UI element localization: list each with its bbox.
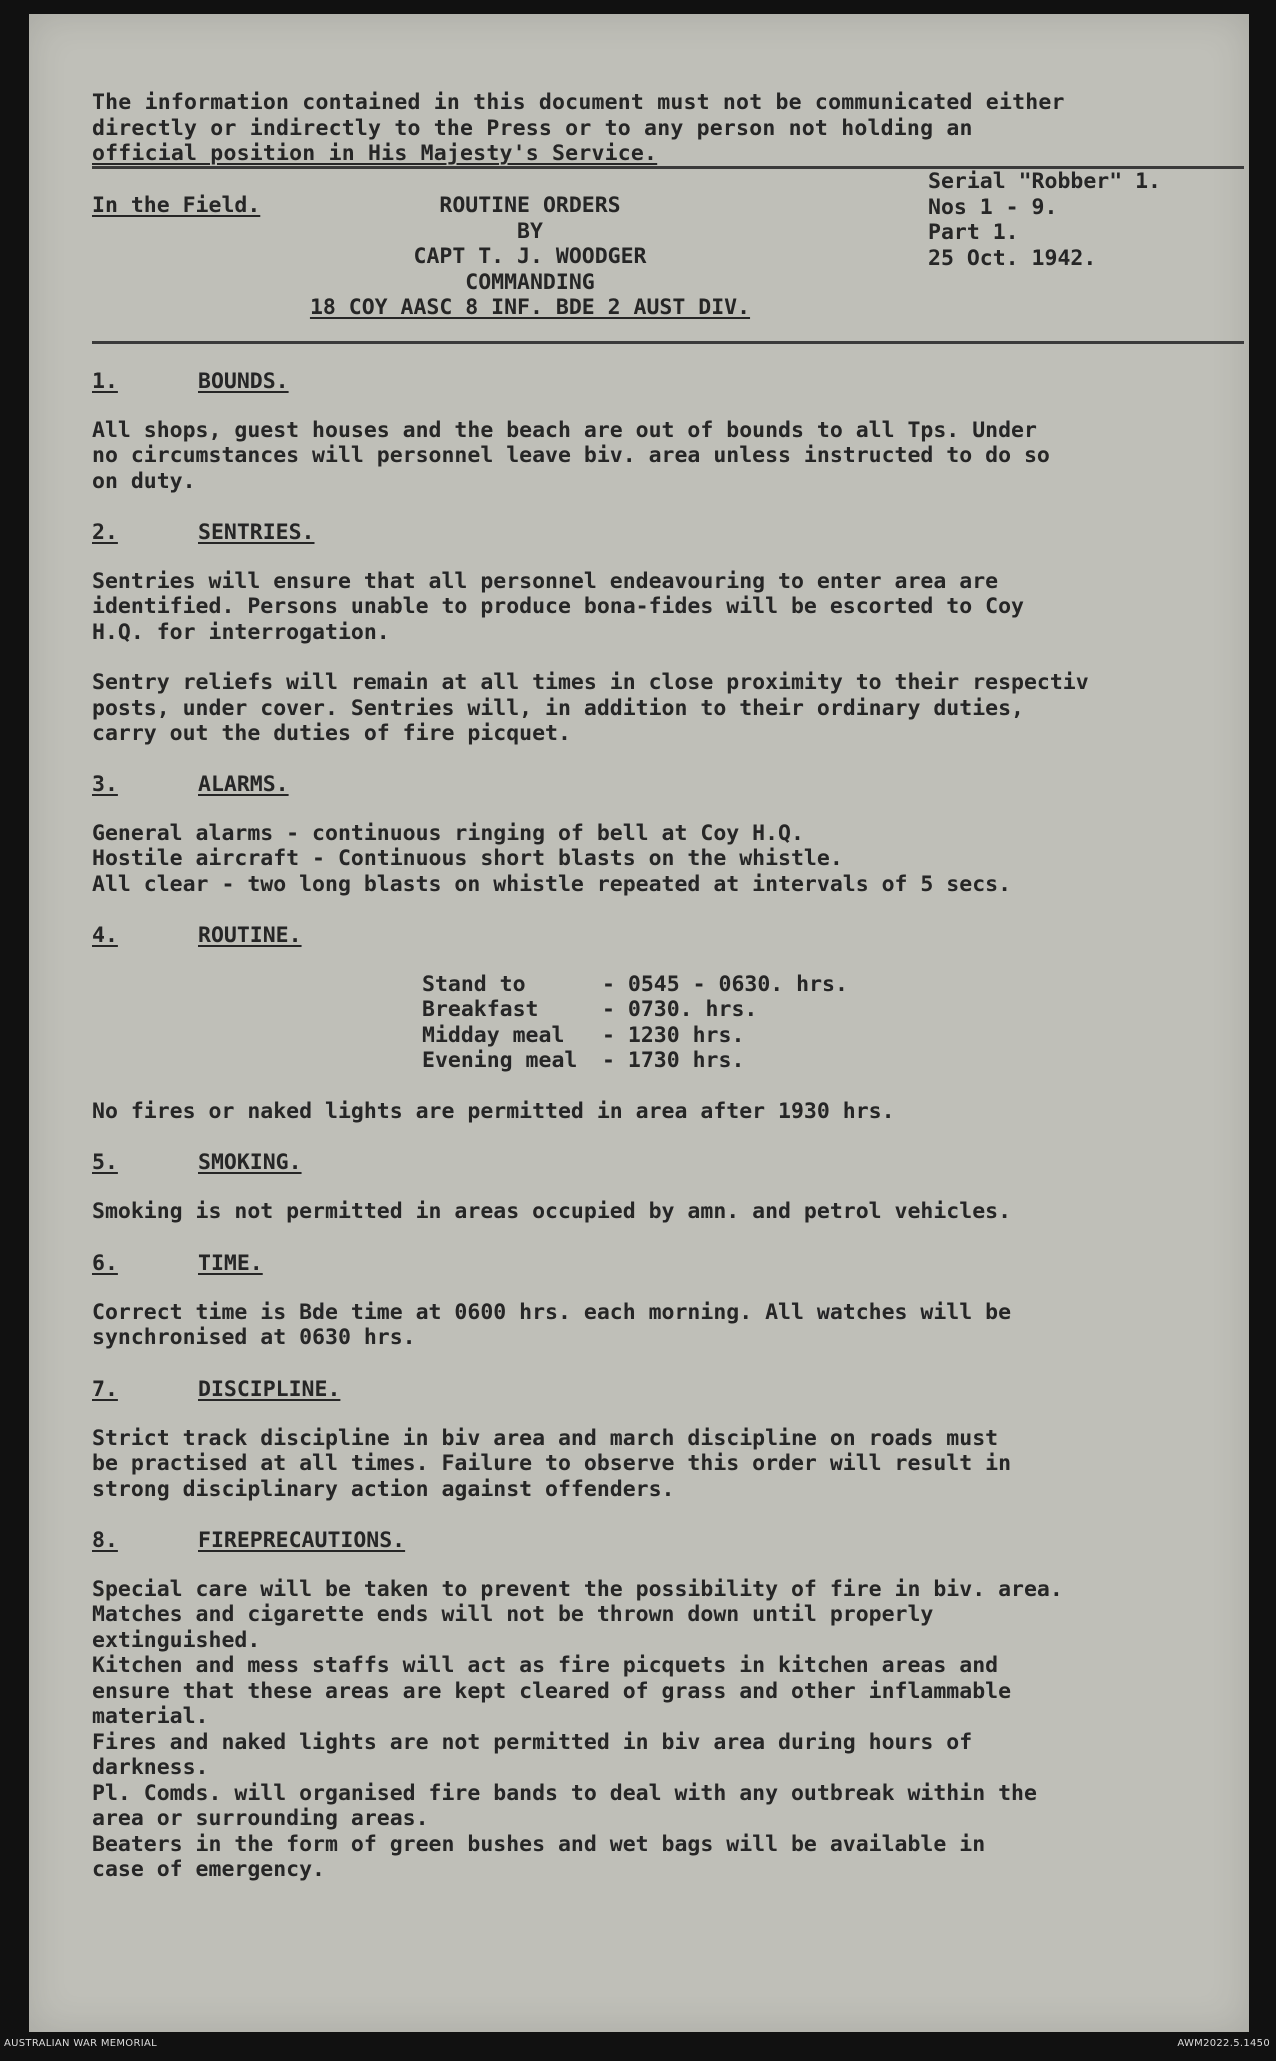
text-line: All shops, guest houses and the beach are out of bounds to all Tps. Under — [92, 417, 1037, 443]
section-heading — [92, 772, 1011, 798]
routine-schedule — [422, 972, 895, 1074]
title-line: 18 COY AASC 8 INF. BDE 2 AUST DIV. — [309, 295, 751, 320]
location-label: In the Field. — [92, 193, 261, 218]
notice-line: official position in His Majesty's Service. — [92, 141, 658, 166]
routine-row — [422, 997, 895, 1023]
section-heading — [92, 923, 895, 949]
text-line: No fires or naked lights are permitted in area after 1930 hrs. — [92, 1098, 895, 1124]
section-title: FIREPRECAUTIONS. — [198, 1528, 406, 1553]
text-line: All clear - two long blasts on whistle repeated at intervals of 5 secs. — [92, 871, 1012, 897]
text-line: strong disciplinary action against offenders. — [92, 1476, 675, 1502]
text-line: extinguished. — [92, 1627, 261, 1653]
section-bounds — [92, 369, 1050, 494]
routine-item: Evening meal — [422, 1048, 578, 1073]
routine-item: Breakfast — [422, 997, 539, 1022]
title-line: ROUTINE ORDERS — [439, 193, 621, 218]
section-number: 7. — [92, 1377, 118, 1402]
routine-item: Stand to — [422, 971, 526, 997]
text-line: no circumstances will personnel leave biv. area unless instructed to do so — [92, 443, 1050, 468]
section-title: DISCIPLINE. — [198, 1377, 341, 1402]
text-line: area or surrounding areas. — [92, 1806, 429, 1831]
section-title: SENTRIES. — [198, 520, 315, 545]
section-title: TIME. — [198, 1251, 263, 1276]
text-line: Sentry reliefs will remain at all times in close proximity to their respectiv — [92, 670, 1089, 695]
section-smoking — [92, 1150, 1011, 1224]
text-line: on duty. — [92, 468, 196, 494]
section-number: 2. — [92, 520, 118, 545]
routine-time: - 1730 hrs. — [602, 1048, 745, 1073]
text-line: Kitchen and mess staffs will act as fire picquets in kitchen areas and — [92, 1653, 999, 1678]
section-discipline — [92, 1377, 1011, 1502]
section-routine — [92, 923, 895, 1124]
section-alarms — [92, 772, 1011, 897]
text-line: Pl. Comds. will organised fire bands to deal with any outbreak within the — [92, 1780, 1037, 1806]
routine-row — [422, 972, 895, 998]
title-line: COMMANDING — [465, 269, 595, 295]
orders-title — [280, 193, 780, 321]
notice-line: directly or indirectly to the Press or to any person not holding an — [92, 115, 973, 141]
archive-reference: AWM2022.5.1450 — [1177, 2038, 1270, 2049]
text-line: H.Q. for interrogation. — [92, 619, 390, 645]
section-title: ROUTINE. — [198, 923, 302, 948]
routine-time: - 1230 hrs. — [602, 1022, 745, 1048]
text-line: carry out the duties of fire picquet. — [92, 721, 571, 746]
text-line: Strict track discipline in biv area and march discipline on roads must — [92, 1425, 999, 1451]
text-line: ensure that these areas are kept cleared of grass and other inflammable — [92, 1678, 1012, 1704]
routine-row — [422, 1048, 895, 1074]
serial-block — [928, 169, 1161, 271]
section-title: ALARMS. — [198, 772, 289, 797]
section-number: 6. — [92, 1251, 118, 1276]
text-line: Matches and cigarette ends will not be thrown down until properly — [92, 1602, 934, 1627]
serial-line: Part 1. — [928, 220, 1019, 245]
section-heading — [92, 1150, 1011, 1176]
section-number: 1. — [92, 369, 118, 394]
section-number: 4. — [92, 923, 118, 948]
section-heading — [92, 520, 1089, 546]
confidentiality-notice — [92, 90, 1252, 167]
section-title: SMOKING. — [198, 1150, 302, 1175]
text-line: be practised at all times. Failure to observe this order will result in — [92, 1451, 1012, 1476]
text-line: Sentries will ensure that all personnel endeavouring to enter area are — [92, 568, 999, 594]
section-sentries — [92, 520, 1089, 747]
text-line: Correct time is Bde time at 0600 hrs. each morning. All watches will be — [92, 1299, 1012, 1325]
text-line: General alarms - continuous ringing of bell at Coy H.Q. — [92, 820, 804, 846]
serial-line: 25 Oct. 1942. — [928, 245, 1097, 271]
routine-item: Midday meal — [422, 1022, 565, 1048]
title-line: BY — [517, 218, 543, 244]
section-number: 8. — [92, 1528, 118, 1553]
notice-line: The information contained in this document must not be communicated either — [92, 90, 1065, 115]
section-heading — [92, 1377, 1011, 1403]
text-line: posts, under cover. Sentries will, in addition to their ordinary duties, — [92, 695, 1024, 721]
archive-credit: AUSTRALIAN WAR MEMORIAL — [4, 2038, 157, 2049]
text-line: Hostile aircraft - Continuous short blasts on the whistle. — [92, 846, 843, 871]
section-number: 5. — [92, 1150, 118, 1175]
text-line: Special care will be taken to prevent the possibility of fire in biv. area. — [92, 1576, 1063, 1602]
text-line: synchronised at 0630 hrs. — [92, 1325, 416, 1350]
section-time — [92, 1251, 1011, 1351]
routine-row — [422, 1023, 895, 1049]
section-heading — [92, 1528, 1063, 1554]
text-line: Fires and naked lights are not permitted in biv area during hours of — [92, 1729, 973, 1755]
text-line: Smoking is not permitted in areas occupied by amn. and petrol vehicles. — [92, 1198, 1012, 1224]
section-title: BOUNDS. — [198, 369, 289, 394]
routine-time: - 0730. hrs. — [602, 997, 758, 1022]
serial-line: Nos 1 - 9. — [928, 194, 1058, 220]
section-number: 3. — [92, 772, 118, 797]
routine-time: - 0545 - 0630. hrs. — [602, 971, 848, 997]
text-line: material. — [92, 1704, 209, 1729]
title-line: CAPT T. J. WOODGER — [413, 244, 647, 269]
text-line: darkness. — [92, 1755, 209, 1780]
header-bottom-rule — [92, 341, 1244, 344]
text-line: identified. Persons unable to produce bona-fides will be escorted to Coy — [92, 594, 1024, 619]
text-line: case of emergency. — [92, 1857, 325, 1882]
text-line: Beaters in the form of green bushes and wet bags will be available in — [92, 1831, 986, 1857]
section-heading — [92, 369, 1050, 395]
serial-line: Serial "Robber" 1. — [928, 169, 1161, 194]
section-heading — [92, 1251, 1011, 1277]
section-fire-precautions — [92, 1528, 1063, 1883]
